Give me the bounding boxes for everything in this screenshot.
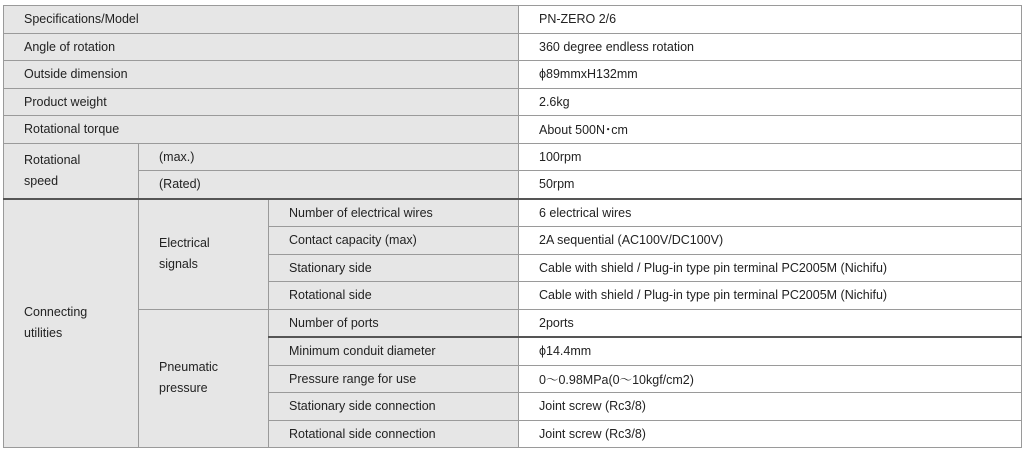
- pneumatic-item-label: Rotational side connection: [269, 420, 519, 448]
- row-rotational-torque: [4, 116, 1022, 144]
- row-electrical-wires: [4, 199, 1022, 227]
- pneumatic-item-value: 2ports: [519, 309, 1022, 337]
- specifications-model-label: Specifications/Model: [4, 6, 519, 34]
- electrical-signals-label: [139, 199, 269, 310]
- pneumatic-item-value: Joint screw (Rc3/8): [519, 393, 1022, 421]
- rotational-speed-rated-value: 50rpm: [519, 171, 1022, 199]
- rotational-speed-label: [4, 143, 139, 199]
- row-number-of-ports: [4, 309, 1022, 337]
- row-outside-dimension: [4, 61, 1022, 89]
- rotational-speed-label-line1: Rotational: [24, 152, 81, 167]
- electrical-item-value: Cable with shield / Plug-in type pin terminal PC2005M (Nichifu): [519, 282, 1022, 310]
- pneumatic-item-label: Minimum conduit diameter: [269, 337, 519, 365]
- row-rotational-speed-max: [4, 143, 1022, 171]
- connecting-utilities-label-line2: utilities: [24, 326, 63, 341]
- rotational-torque-label: Rotational torque: [4, 116, 519, 144]
- pneumatic-item-value: ϕ14.4mm: [519, 337, 1022, 365]
- pneumatic-pressure-label-line1: Pneumatic: [159, 360, 219, 375]
- specifications-table: [3, 5, 1022, 448]
- rotational-speed-rated-label: (Rated): [139, 171, 519, 199]
- product-weight-value: 2.6kg: [519, 88, 1022, 116]
- pneumatic-pressure-label-line2: pressure: [159, 381, 208, 396]
- electrical-item-value: Cable with shield / Plug-in type pin terminal PC2005M (Nichifu): [519, 254, 1022, 282]
- connecting-utilities-label-line1: Connecting: [24, 305, 88, 320]
- row-product-weight: [4, 88, 1022, 116]
- rotational-torque-value: About 500N･cm: [519, 116, 1022, 144]
- pneumatic-item-label: Stationary side connection: [269, 393, 519, 421]
- pneumatic-item-label: Number of ports: [269, 309, 519, 337]
- electrical-item-value: 2A sequential (AC100V/DC100V): [519, 227, 1022, 255]
- outside-dimension-label: Outside dimension: [4, 61, 519, 89]
- pneumatic-item-label: Pressure range for use: [269, 365, 519, 393]
- pneumatic-item-value: Joint screw (Rc3/8): [519, 420, 1022, 448]
- specifications-model-value: PN-ZERO 2/6: [519, 6, 1022, 34]
- product-weight-label: Product weight: [4, 88, 519, 116]
- electrical-item-label: Stationary side: [269, 254, 519, 282]
- pneumatic-pressure-label: [139, 309, 269, 448]
- row-angle-of-rotation: [4, 33, 1022, 61]
- outside-dimension-value: ϕ89mmxH132mm: [519, 61, 1022, 89]
- electrical-signals-label-line1: Electrical: [159, 236, 210, 250]
- electrical-item-label: Number of electrical wires: [269, 199, 519, 227]
- row-rotational-speed-rated: [4, 171, 1022, 199]
- electrical-signals-label-line2: signals: [159, 257, 198, 271]
- electrical-item-value: 6 electrical wires: [519, 199, 1022, 227]
- pneumatic-item-value: 0～0.98MPa(0～10kgf/cm2): [519, 365, 1022, 393]
- row-specifications-model: [4, 6, 1022, 34]
- rotational-speed-max-value: 100rpm: [519, 143, 1022, 171]
- rotational-speed-label-line2: speed: [24, 173, 59, 188]
- electrical-item-label: Contact capacity (max): [269, 227, 519, 255]
- rotational-speed-max-label: (max.): [139, 143, 519, 171]
- electrical-item-label: Rotational side: [269, 282, 519, 310]
- connecting-utilities-label: [4, 199, 139, 448]
- angle-of-rotation-value: 360 degree endless rotation: [519, 33, 1022, 61]
- angle-of-rotation-label: Angle of rotation: [4, 33, 519, 61]
